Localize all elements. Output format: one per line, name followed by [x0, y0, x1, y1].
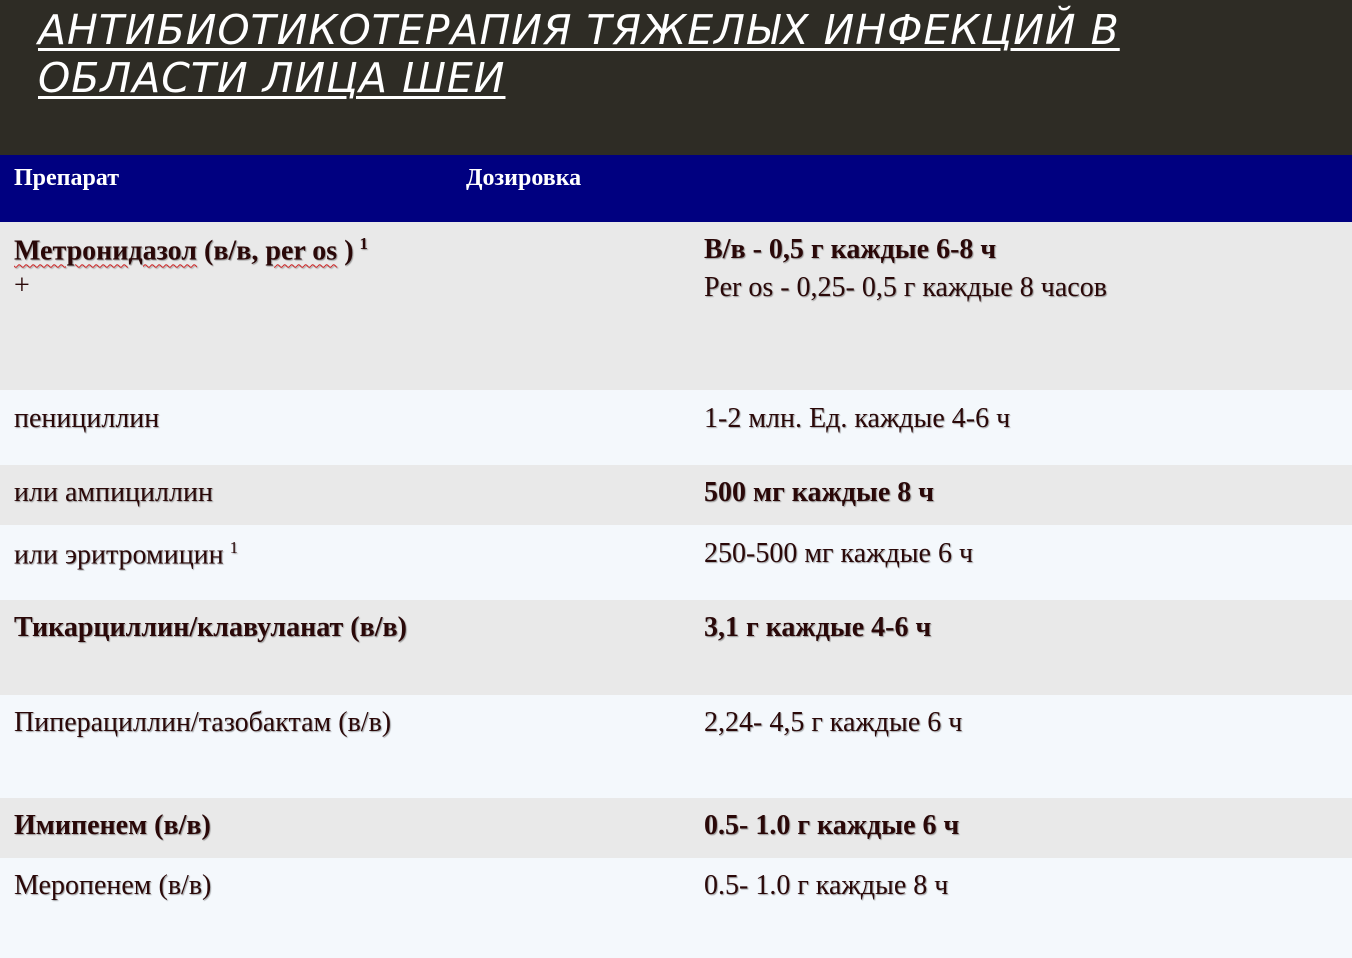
- drug-name-piperacillin: Пиперациллин/тазобактам (в/в): [14, 707, 392, 738]
- table-row-ticarcillin: [0, 600, 1352, 695]
- table-row-erythromycin: [0, 525, 1352, 600]
- title-bar: [0, 0, 1352, 155]
- drug-name-ticarcillin: Тикарциллин/клавуланат (в/в): [14, 612, 407, 643]
- footnote-marker: 1: [359, 234, 369, 253]
- table-row-piperacillin: [0, 695, 1352, 798]
- drug-name-penicillin: пенициллин: [14, 403, 160, 434]
- drug-name-word: Метронидазол: [14, 235, 198, 267]
- dose-penicillin: 1-2 млн. Ед. каждые 4-6 ч: [704, 403, 1011, 434]
- column-header-dose: Дозировка: [466, 165, 582, 191]
- table-row-ampicillin: [0, 465, 1352, 525]
- table-header: [0, 155, 1352, 222]
- drug-name-meropenem: Меропенем (в/в): [14, 870, 212, 901]
- dose-metronidazole: [704, 234, 1107, 304]
- column-header-drug: Препарат: [14, 165, 120, 191]
- dose-ampicillin: 500 мг каждые 8 ч: [704, 477, 935, 508]
- table-row-imipenem: [0, 798, 1352, 858]
- dose-meropenem: 0.5- 1.0 г каждые 8 ч: [704, 870, 949, 901]
- table-row-penicillin: [0, 390, 1352, 465]
- drug-route-open: (в/в,: [197, 235, 266, 267]
- drug-name-metronidazole: [14, 234, 368, 267]
- drug-name-erythromycin-text: или эритромицин: [14, 539, 224, 571]
- dose-imipenem: 0.5- 1.0 г каждые 6 ч: [704, 810, 960, 841]
- table-row-metronidazole: [0, 222, 1352, 390]
- dose-oral: Per os - 0,25- 0,5 г каждые 8 часов: [704, 272, 1107, 303]
- page-title: АНТИБИОТИКОТЕРАПИЯ ТЯЖЕЛЫХ ИНФЕКЦИЙ В ОБЛАСТИ ЛИЦА ШЕИ: [38, 6, 1120, 102]
- dose-iv: В/в - 0,5 г каждые 6-8 ч: [704, 234, 997, 265]
- dose-erythromycin: 250-500 мг каждые 6 ч: [704, 538, 974, 569]
- drug-route-peros: per os: [265, 235, 338, 267]
- drug-name-ampicillin: или ампициллин: [14, 477, 213, 508]
- plus-sign: +: [14, 270, 30, 301]
- drug-name-erythromycin: [14, 538, 238, 571]
- dose-ticarcillin: 3,1 г каждые 4-6 ч: [704, 612, 932, 643]
- footnote-marker: 1: [229, 538, 239, 557]
- drug-route-close: ): [337, 235, 354, 267]
- table-row-meropenem: [0, 858, 1352, 958]
- drug-name-imipenem: Имипенем (в/в): [14, 810, 211, 841]
- dose-piperacillin: 2,24- 4,5 г каждые 6 ч: [704, 707, 963, 738]
